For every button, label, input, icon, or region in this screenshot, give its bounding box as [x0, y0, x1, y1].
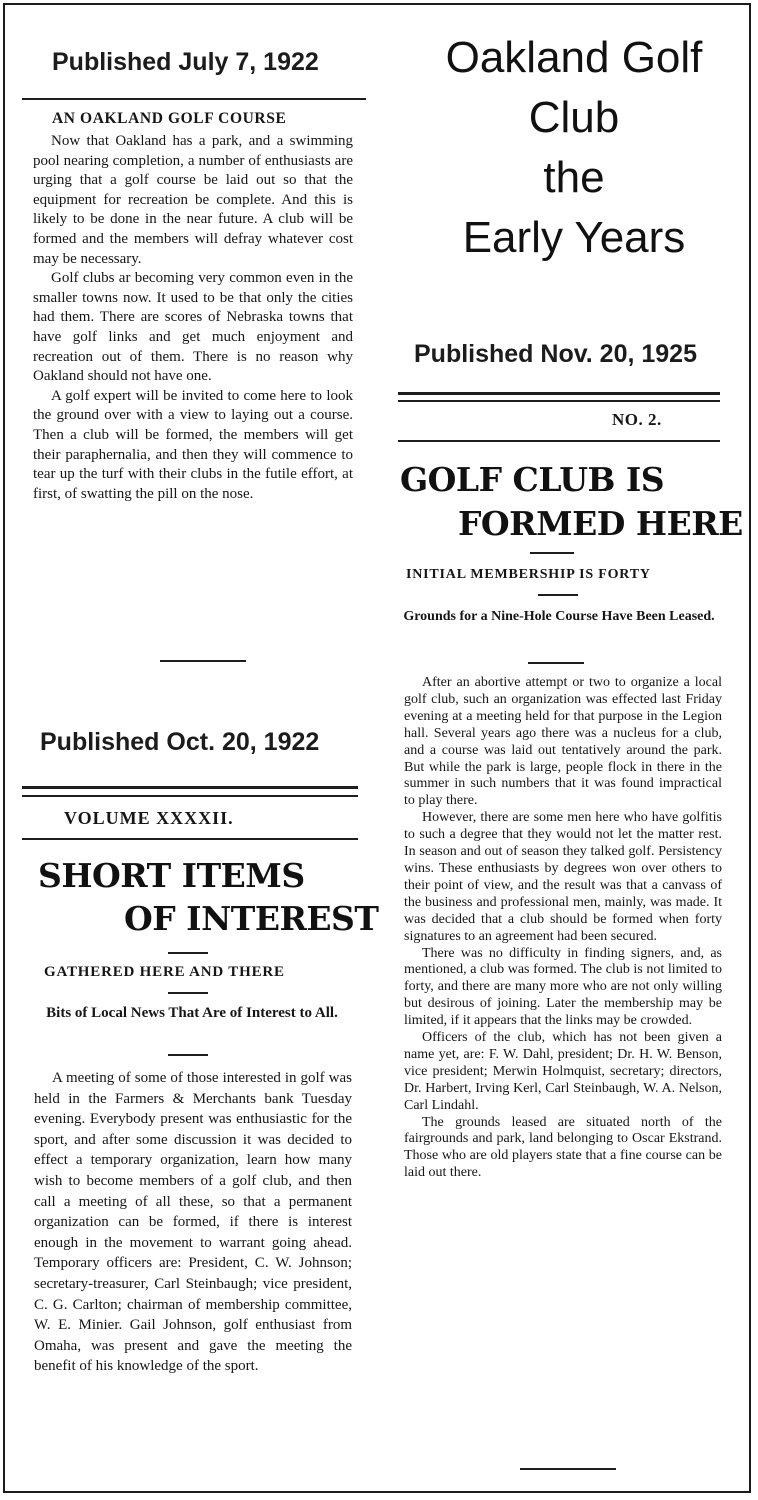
october-article-body [34, 1068, 352, 1377]
october-headline-line1: SHORT ITEMS [38, 856, 305, 895]
page-title-line: Club [528, 93, 620, 142]
july-paragraph: Now that Oakland has a park, and a swimming pool nearing completion, a number of enthusiasts are urging that a golf course be laid out so that the equipment for recreation be complete. And this is likely to be done in the near future. A club will be formed and the members will defray whatever cost may be necessary. [33, 133, 353, 267]
november-subhead-rule [538, 594, 578, 596]
november-deck-rule [528, 662, 584, 664]
page-title-line: Oakland Golf [445, 33, 703, 82]
november-subhead: INITIAL MEMBERSHIP IS FORTY [406, 567, 651, 582]
november-end-rule [520, 1468, 616, 1470]
october-published-label: Published Oct. 20, 1922 [40, 728, 320, 756]
july-end-rule [160, 660, 246, 662]
july-published-label: Published July 7, 1922 [52, 48, 319, 76]
november-issue-rule [398, 440, 720, 442]
november-headline-line2: FORMED HERE [458, 504, 743, 543]
november-paragraph: After an abortive attempt or two to organize a local golf club, such an organization was effected last Friday evening at a meeting held for that purpose in the Legion hall. Several years ago there was a nucleus for a club, and a course was laid out tentatively around the park. But while the park is large, people flock in there in the summer in such numbers that it was found impractical to play there. [404, 675, 722, 809]
october-paragraph: A meeting of some of those interested in golf was held in the Farmers & Merchants bank Tuesday evening. Everybody present was enthusiastic for the sport, and after some discussion it was decided to effect a temporary organization, learn how many wish to become members of a golf club, and then call a meeting of all these, so that a permanent organization can be formed, if there is interest enough in the movement to warrant going ahead. Temporary officers are: President, C. W. Johnson; secretary-treasurer, Carl Steinbaugh; vice president, C. G. Carlton; chairman of membership committee, W. E. Minier. Gail Johnson, golf enthusiast from Omaha, was present and gave the meeting the benefit of his knowledge of the sport. [34, 1070, 352, 1375]
page-title-line: the [543, 153, 605, 202]
october-subhead-rule [168, 992, 208, 994]
october-top-rule-thin [22, 795, 358, 797]
july-headline: AN OAKLAND GOLF COURSE [52, 110, 287, 127]
october-volume-label: VOLUME XXXXII. [64, 808, 234, 828]
october-headline-rule [168, 952, 208, 954]
november-paragraph: However, there are some men here who have golfitis to such a degree that they would not let the matter rest. In season and out of season they talked golf. Persistency wins. These enthusiasts by degrees won over others to their point of view, and the result was that a canvass of the business and professional men, mainly, was made. It was decided that a club should be formed when forty signatures to an agreement had been secured. [404, 810, 722, 944]
july-paragraph: Golf clubs ar becoming very common even in the smaller towns now. It used to be that only the cities had them. There are scores of Nebraska towns that have golf links and get much enjoyment and recreation out of them. There is no reason why Oakland should not have one. [33, 270, 353, 385]
november-top-rule-thick [398, 392, 720, 395]
november-article-body [404, 675, 722, 1182]
november-published-label: Published Nov. 20, 1925 [414, 340, 697, 368]
october-subhead: GATHERED HERE AND THERE [44, 964, 285, 980]
november-paragraph: There was no difficulty in finding signers, and, as mentioned, a club was formed. The club is not limited to forty, and there are many more who are not only willing but desirous of joining. Later the membership may be limited, if it appears that the links may be crowded. [404, 945, 722, 1029]
november-paragraph: The grounds leased are situated north of the fairgrounds and park, land belonging to Oscar Ekstrand. Those who are old players state that a fine course can be laid out there. [404, 1114, 722, 1181]
november-top-rule-thin [398, 400, 720, 402]
july-paragraph: A golf expert will be invited to come here to look the ground over with a view to laying out a course. Then a club will be formed, the members will get their paraphernalia, and then they will commence to tear up the turf with their clubs in the futile effort, at first, of swatting the pill on the nose. [33, 387, 353, 502]
october-top-rule-thick [22, 786, 358, 789]
november-headline-rule [530, 552, 574, 554]
july-top-rule [22, 98, 366, 100]
october-deck-rule [168, 1054, 208, 1056]
page-title [424, 28, 724, 268]
november-headline-line1: GOLF CLUB IS [400, 460, 665, 499]
july-article-body [33, 132, 353, 504]
page-title-line: Early Years [462, 213, 686, 262]
october-deck: Bits of Local News That Are of Interest to All. [46, 1005, 338, 1021]
november-issue-label: NO. 2. [612, 410, 662, 429]
november-deck: Grounds for a Nine-Hole Course Have Been Leased. [403, 609, 715, 624]
october-volume-rule [22, 838, 358, 840]
october-headline-line2: OF INTEREST [124, 899, 379, 938]
november-paragraph: Officers of the club, which has not been given a name yet, are: F. W. Dahl, president; Dr. H. W. Benson, vice president; Merwin Holmquist, secretary; directors, Dr. Harbert, Irving Kerl, Carl Steinbaugh, W. A. Nelson, Carl Lindahl. [404, 1030, 722, 1113]
